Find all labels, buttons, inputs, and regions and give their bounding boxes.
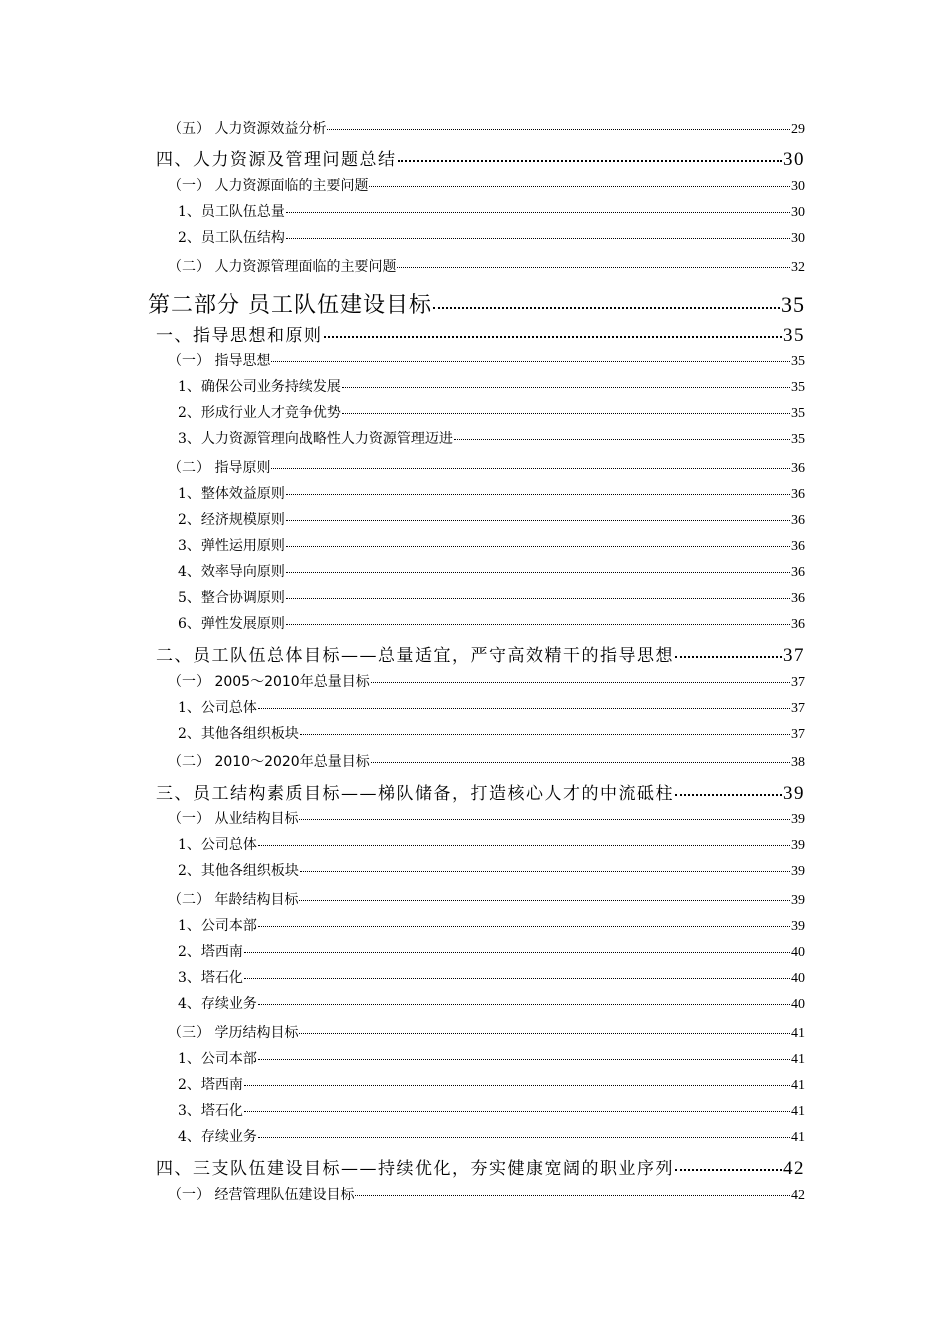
toc-page-number: 40 [791,971,805,986]
toc-entry[interactable] [168,889,805,909]
toc-page-number: 36 [791,617,805,632]
toc-entry-title: 三、员工结构素质目标——梯队储备，打造核心人才的中流砥柱 [156,784,674,804]
toc-entry-title: 1、确保公司业务持续发展 [178,379,341,395]
toc-entry[interactable] [168,751,805,771]
toc-entry-title: 2、员工队伍结构 [178,230,285,246]
toc-entry[interactable] [178,834,805,854]
toc-dot-leader [258,708,790,709]
toc-entry-title: 四、人力资源及管理问题总结 [156,150,397,170]
toc-entry-title: （二） 指导原则 [168,460,271,476]
toc-dot-leader [342,413,790,414]
toc-dot-leader [324,336,783,338]
toc-page-number: 40 [791,945,805,960]
toc-page-number: 36 [791,591,805,606]
toc-entry-title: 四、三支队伍建设目标——持续优化，夯实健康宽阔的职业序列 [156,1159,674,1179]
toc-entry-title: （二） 年龄结构目标 [168,892,299,908]
toc-entry[interactable] [168,808,805,828]
toc-page-number: 35 [783,325,805,346]
toc-dot-leader [371,762,790,763]
toc-page-number: 37 [791,701,805,716]
toc-entry-title: 4、效率导向原则 [178,564,285,580]
toc-dot-leader [244,952,790,953]
toc-dot-leader [286,572,790,573]
toc-entry[interactable] [178,428,805,448]
toc-dot-leader [271,468,790,469]
toc-entry-title: 2、塔西南 [178,944,243,960]
toc-dot-leader [371,682,790,683]
toc-page-number: 39 [791,838,805,853]
toc-page-number: 29 [791,122,805,137]
toc-entry-title: 3、弹性运用原则 [178,538,285,554]
toc-page-number: 36 [791,539,805,554]
toc-entry-title: 6、弹性发展原则 [178,616,285,632]
toc-page-number: 36 [791,461,805,476]
toc-dot-leader [675,656,782,658]
toc-page-number: 39 [791,864,805,879]
toc-dot-leader [299,819,790,820]
toc-entry-title: 第二部分 员工队伍建设目标 [148,293,432,318]
toc-page-number: 37 [791,727,805,742]
toc-page-number: 35 [791,354,805,369]
toc-entry[interactable] [168,1022,805,1042]
toc-entry[interactable] [148,288,805,319]
toc-entry[interactable] [178,402,805,422]
toc-page-number: 35 [791,406,805,421]
toc-page-number: 42 [783,1158,805,1179]
toc-dot-leader [300,734,790,735]
toc-entry[interactable] [178,1074,805,1094]
toc-entry-title: （二） 2010～2020年总量目标 [168,754,370,770]
toc-entry[interactable] [178,1100,805,1120]
toc-dot-leader [286,624,790,625]
toc-page-number: 30 [791,205,805,220]
toc-page-number: 36 [791,513,805,528]
toc-entry[interactable] [168,256,805,276]
toc-page-number: 37 [783,645,805,666]
toc-dot-leader [454,439,790,440]
toc-entry-title: （一） 2005～2010年总量目标 [168,674,370,690]
toc-dot-leader [355,1195,790,1196]
toc-dot-leader [433,307,780,309]
toc-dot-leader [398,160,783,162]
toc-entry-title: （三） 学历结构目标 [168,1025,299,1041]
toc-page-number: 32 [791,260,805,275]
toc-entry[interactable] [156,145,805,171]
toc-entry-title: 1、公司本部 [178,918,257,934]
toc-entry[interactable] [178,941,805,961]
toc-page-number: 41 [791,1104,805,1119]
toc-page-number: 39 [791,893,805,908]
toc-entry-title: （一） 经营管理队伍建设目标 [168,1187,355,1203]
toc-page-number: 41 [791,1052,805,1067]
toc-page-number: 35 [791,380,805,395]
toc-entry-title: 4、存续业务 [178,1129,257,1145]
toc-entry-title: 2、其他各组织板块 [178,863,299,879]
toc-page-number: 30 [791,179,805,194]
toc-entry[interactable] [178,535,805,555]
toc-dot-leader [675,794,782,796]
toc-page-number: 30 [791,231,805,246]
toc-entry-title: 3、塔石化 [178,1103,243,1119]
toc-page-number: 36 [791,487,805,502]
toc-entry[interactable] [168,350,805,370]
toc-entry[interactable] [178,587,805,607]
toc-entry[interactable] [178,613,805,633]
toc-page-number: 41 [791,1130,805,1145]
toc-page-number: 39 [791,812,805,827]
toc-entry-title: （五） 人力资源效益分析 [168,121,327,137]
toc-entry[interactable] [168,1184,805,1204]
toc-page-number: 41 [791,1026,805,1041]
toc-page-number: 41 [791,1078,805,1093]
toc-dot-leader [244,1085,790,1086]
toc-entry-title: （一） 指导思想 [168,353,271,369]
toc-dot-leader [675,1169,782,1171]
toc-entry[interactable] [156,321,805,347]
toc-entry-title: 1、公司本部 [178,1051,257,1067]
toc-page-number: 40 [791,997,805,1012]
toc-entry-title: 5、整合协调原则 [178,590,285,606]
toc-page-number: 36 [791,565,805,580]
toc-entry-title: （二） 人力资源管理面临的主要问题 [168,259,397,275]
toc-dot-leader [258,1004,790,1005]
toc-dot-leader [299,1033,790,1034]
toc-dot-leader [327,129,790,130]
toc-entry-title: 1、员工队伍总量 [178,204,285,220]
toc-dot-leader [286,494,790,495]
toc-entry-title: 2、形成行业人才竞争优势 [178,405,341,421]
toc-page-number: 35 [791,432,805,447]
toc-entry[interactable] [156,779,805,805]
toc-page-number: 42 [791,1188,805,1203]
toc-entry[interactable] [178,915,805,935]
toc-dot-leader [258,926,790,927]
toc-dot-leader [258,1137,790,1138]
toc-dot-leader [286,212,790,213]
toc-entry[interactable] [178,993,805,1013]
toc-entry-title: 1、公司总体 [178,837,257,853]
toc-entry[interactable] [178,561,805,581]
toc-dot-leader [271,361,790,362]
toc-entry-title: 2、塔西南 [178,1077,243,1093]
toc-page-number: 30 [783,149,805,170]
toc-entry-title: 3、塔石化 [178,970,243,986]
toc-entry[interactable] [178,723,805,743]
toc-entry-title: 一、指导思想和原则 [156,326,323,346]
toc-entry[interactable] [178,483,805,503]
toc-entry[interactable] [168,118,805,138]
toc-entry-title: 1、公司总体 [178,700,257,716]
toc-page-number: 37 [791,675,805,690]
toc-dot-leader [300,871,790,872]
toc-dot-leader [244,1111,790,1112]
toc-entry[interactable] [156,641,805,667]
toc-entry[interactable] [178,1048,805,1068]
toc-dot-leader [286,520,790,521]
toc-entry[interactable] [178,1126,805,1146]
toc-dot-leader [286,598,790,599]
toc-entry-title: 二、员工队伍总体目标——总量适宜，严守高效精干的指导思想 [156,646,674,666]
toc-entry-title: 4、存续业务 [178,996,257,1012]
toc-dot-leader [286,238,790,239]
toc-entry[interactable] [168,671,805,691]
toc-entry[interactable] [178,697,805,717]
toc-dot-leader [342,387,790,388]
toc-dot-leader [258,845,790,846]
toc-entry-title: （一） 人力资源面临的主要问题 [168,178,369,194]
toc-dot-leader [244,978,790,979]
toc-dot-leader [397,267,790,268]
toc-entry-title: 3、人力资源管理向战略性人力资源管理迈进 [178,431,453,447]
toc-entry[interactable] [178,376,805,396]
toc-entry-title: （一） 从业结构目标 [168,811,299,827]
toc-entry[interactable] [156,1154,805,1180]
toc-page-number: 35 [781,292,805,317]
toc-entry-title: 1、整体效益原则 [178,486,285,502]
toc-dot-leader [258,1059,790,1060]
toc-entry[interactable] [178,227,805,247]
toc-entry[interactable] [168,457,805,477]
toc-entry[interactable] [178,201,805,221]
toc-entry[interactable] [168,175,805,195]
toc-entry[interactable] [178,860,805,880]
toc-entry-title: 2、其他各组织板块 [178,726,299,742]
toc-page-number: 39 [791,919,805,934]
toc-page-number: 38 [791,755,805,770]
toc-dot-leader [299,900,790,901]
toc-entry-title: 2、经济规模原则 [178,512,285,528]
toc-dot-leader [369,186,790,187]
toc-entry[interactable] [178,967,805,987]
toc-dot-leader [286,546,790,547]
toc-page-number: 39 [783,783,805,804]
toc-entry[interactable] [178,509,805,529]
